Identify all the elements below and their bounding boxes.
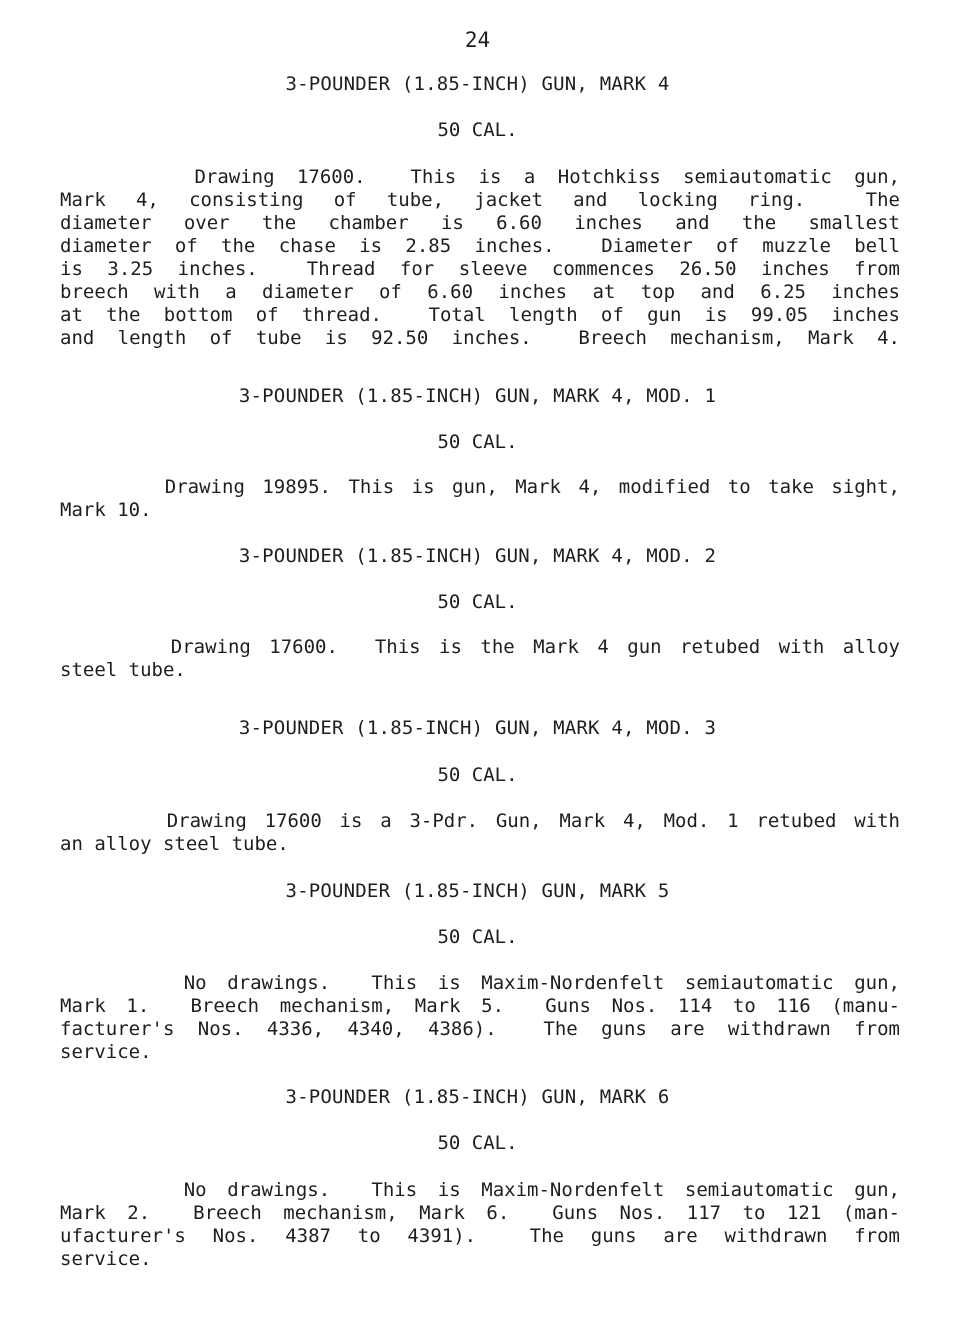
paragraph-line: Mark 10. [60,499,152,521]
section-paragraph [60,972,900,1064]
paragraph-line: breech with a diameter of 6.60 inches at top and 6.25 inches [60,281,900,303]
paragraph-line: Mark 1. Breech mechanism, Mark 5. Guns Nos. 114 to 116 (manu- [60,995,900,1017]
section-heading: 3-POUNDER (1.85-INCH) GUN, MARK 4, MOD. 3 [238,717,717,739]
page-number: 24 [464,28,491,52]
paragraph-line: facturer's Nos. 4336, 4340, 4386). The guns are withdrawn from [60,1018,900,1040]
section-heading: 3-POUNDER (1.85-INCH) GUN, MARK 5 [285,880,670,902]
section-heading: 3-POUNDER (1.85-INCH) GUN, MARK 4 [285,73,670,95]
section-caliber: 50 CAL. [437,1132,518,1154]
paragraph-line: Drawing 17600. This is a Hotchkiss semiautomatic gun, [60,166,900,188]
section-paragraph [60,1179,900,1271]
paragraph-line: service. [60,1041,152,1063]
paragraph-line: diameter over the chamber is 6.60 inches and the smallest [60,212,900,234]
paragraph-line: Mark 4, consisting of tube, jacket and locking ring. The [60,189,900,211]
paragraph-line: No drawings. This is Maxim-Nordenfelt semiautomatic gun, [60,1179,900,1201]
paragraph-line: ufacturer's Nos. 4387 to 4391). The guns are withdrawn from [60,1225,900,1247]
paragraph-line: Drawing 19895. This is gun, Mark 4, modified to take sight, [60,476,900,498]
section-paragraph [60,476,900,522]
section-caliber: 50 CAL. [437,926,518,948]
section-heading: 3-POUNDER (1.85-INCH) GUN, MARK 4, MOD. 2 [238,545,717,567]
paragraph-line: Drawing 17600. This is the Mark 4 gun retubed with alloy [60,636,900,658]
section-paragraph [60,810,900,856]
paragraph-line: an alloy steel tube. [60,833,289,855]
paragraph-line: No drawings. This is Maxim-Nordenfelt semiautomatic gun, [60,972,900,994]
paragraph-line: Drawing 17600 is a 3-Pdr. Gun, Mark 4, Mod. 1 retubed with [60,810,900,832]
section-caliber: 50 CAL. [437,764,518,786]
paragraph-line: steel tube. [60,659,186,681]
paragraph-line: Mark 2. Breech mechanism, Mark 6. Guns Nos. 117 to 121 (man- [60,1202,900,1224]
section-paragraph [60,166,900,350]
section-heading: 3-POUNDER (1.85-INCH) GUN, MARK 4, MOD. 1 [238,385,717,407]
paragraph-line: is 3.25 inches. Thread for sleeve commences 26.50 inches from [60,258,900,280]
section-caliber: 50 CAL. [437,119,518,141]
paragraph-line: service. [60,1248,152,1270]
section-heading: 3-POUNDER (1.85-INCH) GUN, MARK 6 [285,1086,670,1108]
paragraph-line: and length of tube is 92.50 inches. Breech mechanism, Mark 4. [60,327,900,349]
section-caliber: 50 CAL. [437,591,518,613]
paragraph-line: at the bottom of thread. Total length of gun is 99.05 inches [60,304,900,326]
paragraph-line: diameter of the chase is 2.85 inches. Diameter of muzzle bell [60,235,900,257]
section-caliber: 50 CAL. [437,431,518,453]
section-paragraph [60,636,900,682]
